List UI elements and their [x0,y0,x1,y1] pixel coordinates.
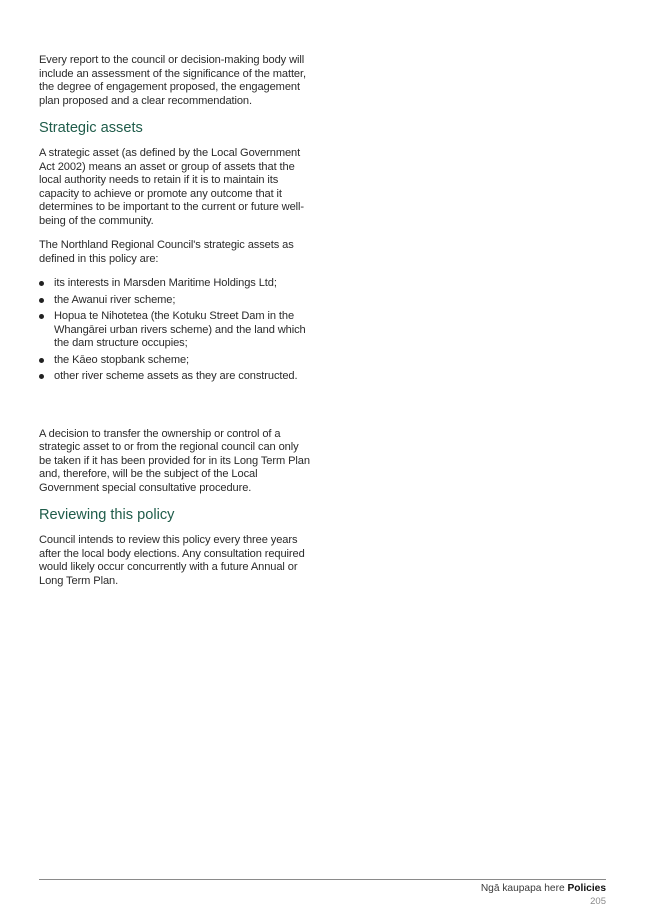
list-item: Hopua te Nihotetea (the Kotuku Street Dam in the Whangārei urban rivers scheme) and the land which the dam structure occupies; [39,310,313,351]
page-number: 205 [590,896,606,907]
bullet-icon [39,281,44,286]
main-column [39,54,313,599]
bullet-icon [39,374,44,379]
bullet-icon [39,298,44,303]
footer-section-name: Policies [567,883,606,894]
strategic-assets-list [39,277,313,384]
review-paragraph: Council intends to review this policy every three years after the local body elections. Any consultation required would likely occur concurrently with a future Annual or Long Term Plan. [39,534,305,587]
list-item: the Kāeo stopbank scheme; [39,354,313,368]
footer-divider [39,879,606,880]
bullet-icon [39,358,44,363]
strategic-assets-heading: Strategic assets [39,120,143,136]
list-item: other river scheme assets as they are constructed. [39,370,313,384]
intro-paragraph: Every report to the council or decision-making body will include an assessment of the significance of the matter, the degree of engagement proposed, the engagement plan proposed and a clear recommendation. [39,54,306,107]
bullet-icon [39,314,44,319]
list-item: its interests in Marsden Maritime Holdings Ltd; [39,277,313,291]
reviewing-policy-heading: Reviewing this policy [39,507,175,523]
strategic-definition-paragraph: A strategic asset (as defined by the Local Government Act 2002) means an asset or group of assets that the local authority needs to retain if it is to maintain its capacity to achieve or promote any outcome that it determines to be important to the current or future well-being of the community. [39,147,304,227]
transfer-decision-paragraph: A decision to transfer the ownership or control of a strategic asset to or from the regional council can only be taken if it has been provided for in its Long Term Plan and, therefore, will be the subject of the Local Government special consultative procedure. [39,427,310,494]
footer-section-prefix: Ngā kaupapa here [480,883,565,894]
list-item: the Awanui river scheme; [39,294,313,308]
strategic-list-intro: The Northland Regional Council's strategic assets as defined in this policy are: [39,239,294,265]
footer-section-label [481,882,606,895]
